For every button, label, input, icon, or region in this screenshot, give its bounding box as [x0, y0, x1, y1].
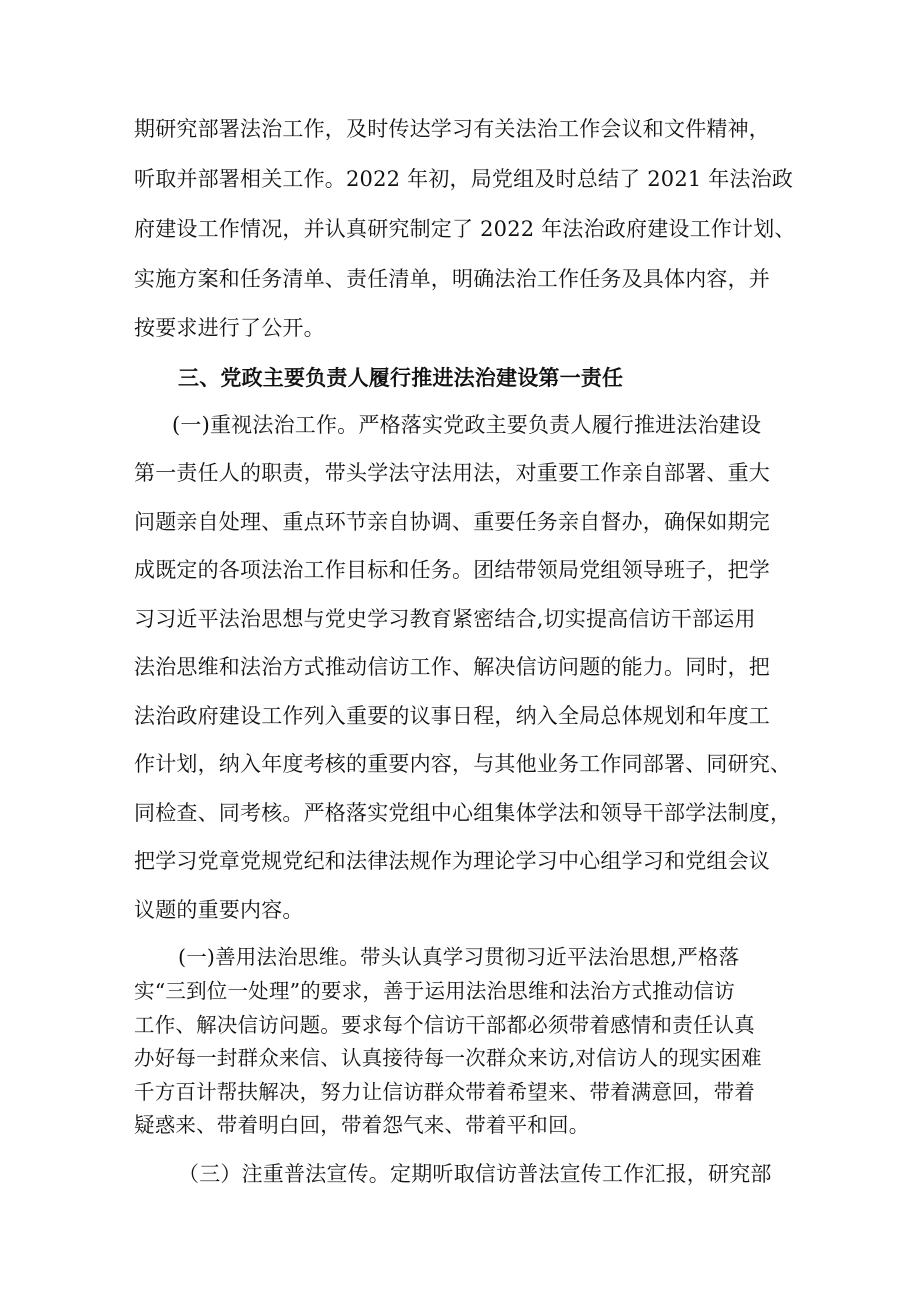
text-line: 实施方案和任务清单、责任清单，明确法治工作任务及具体内容，并	[134, 267, 770, 291]
text-line: 作计划，纳入年度考核的重要内容，与其他业务工作同部署、同研究、	[134, 752, 792, 776]
text-line: (一)重视法治工作。严格落实党政主要负责人履行推进法治建设	[172, 413, 762, 437]
text-line: 习习近平法治思想与党史学习教育紧密结合,切实提高信访干部运用	[134, 607, 756, 631]
text-line: 按要求进行了公开。	[134, 316, 325, 340]
text-line: (一)善用法治思维。带头认真学习贯彻习近平法治思想,严格落	[178, 945, 740, 969]
text-line: 办好每一封群众来信、认真接待每一次群众来访,对信访人的现实困难	[134, 1046, 762, 1070]
section-heading: 三、党政主要负责人履行推进法治建设第一责任	[178, 365, 624, 390]
text-line: 议题的重要内容。	[134, 898, 304, 922]
text-line: 工作、解决信访问题。要求每个信访干部都必须带着感情和责任认真	[134, 1013, 755, 1037]
text-line: 听取并部署相关工作。2022 年初，局党组及时总结了 2021 年法治政	[134, 167, 794, 191]
text-line: 第一责任人的职责，带头学法守法用法，对重要工作亲自部署、重大	[134, 461, 770, 485]
text-line: 把学习党章党规党纪和法律法规作为理论学习中心组学习和党组会议	[134, 849, 770, 873]
text-line: 疑惑来、带着明白回，带着怨气来、带着平和回。	[134, 1113, 590, 1137]
text-line: 实“三到位一处理”的要求，善于运用法治思维和法治方式推动信访	[134, 979, 735, 1003]
text-line: 府建设工作情况，并认真研究制定了 2022 年法治政府建设工作计划、	[134, 217, 796, 241]
text-line: 千方百计帮扶解决，努力让信访群众带着希望来、带着满意回，带着	[134, 1080, 755, 1104]
text-line: 法治政府建设工作列入重要的议事日程，纳入全局总体规划和年度工	[134, 704, 770, 728]
text-line: 期研究部署法治工作，及时传达学习有关法治工作会议和文件精神，	[134, 117, 770, 141]
text-line: 法治思维和法治方式推动信访工作、解决信访问题的能力。同时，把	[134, 655, 770, 679]
text-line: 同检查、同考核。严格落实党组中心组集体学法和领导干部学法制度，	[134, 801, 792, 825]
text-line: 问题亲自处理、重点环节亲自协调、重要任务亲自督办，确保如期完	[134, 510, 770, 534]
text-line: （三）注重普法宣传。定期听取信访普法宣传工作汇报，研究部	[178, 1162, 772, 1186]
text-line: 成既定的各项法治工作目标和任务。团结带领局党组领导班子，把学	[134, 558, 770, 582]
